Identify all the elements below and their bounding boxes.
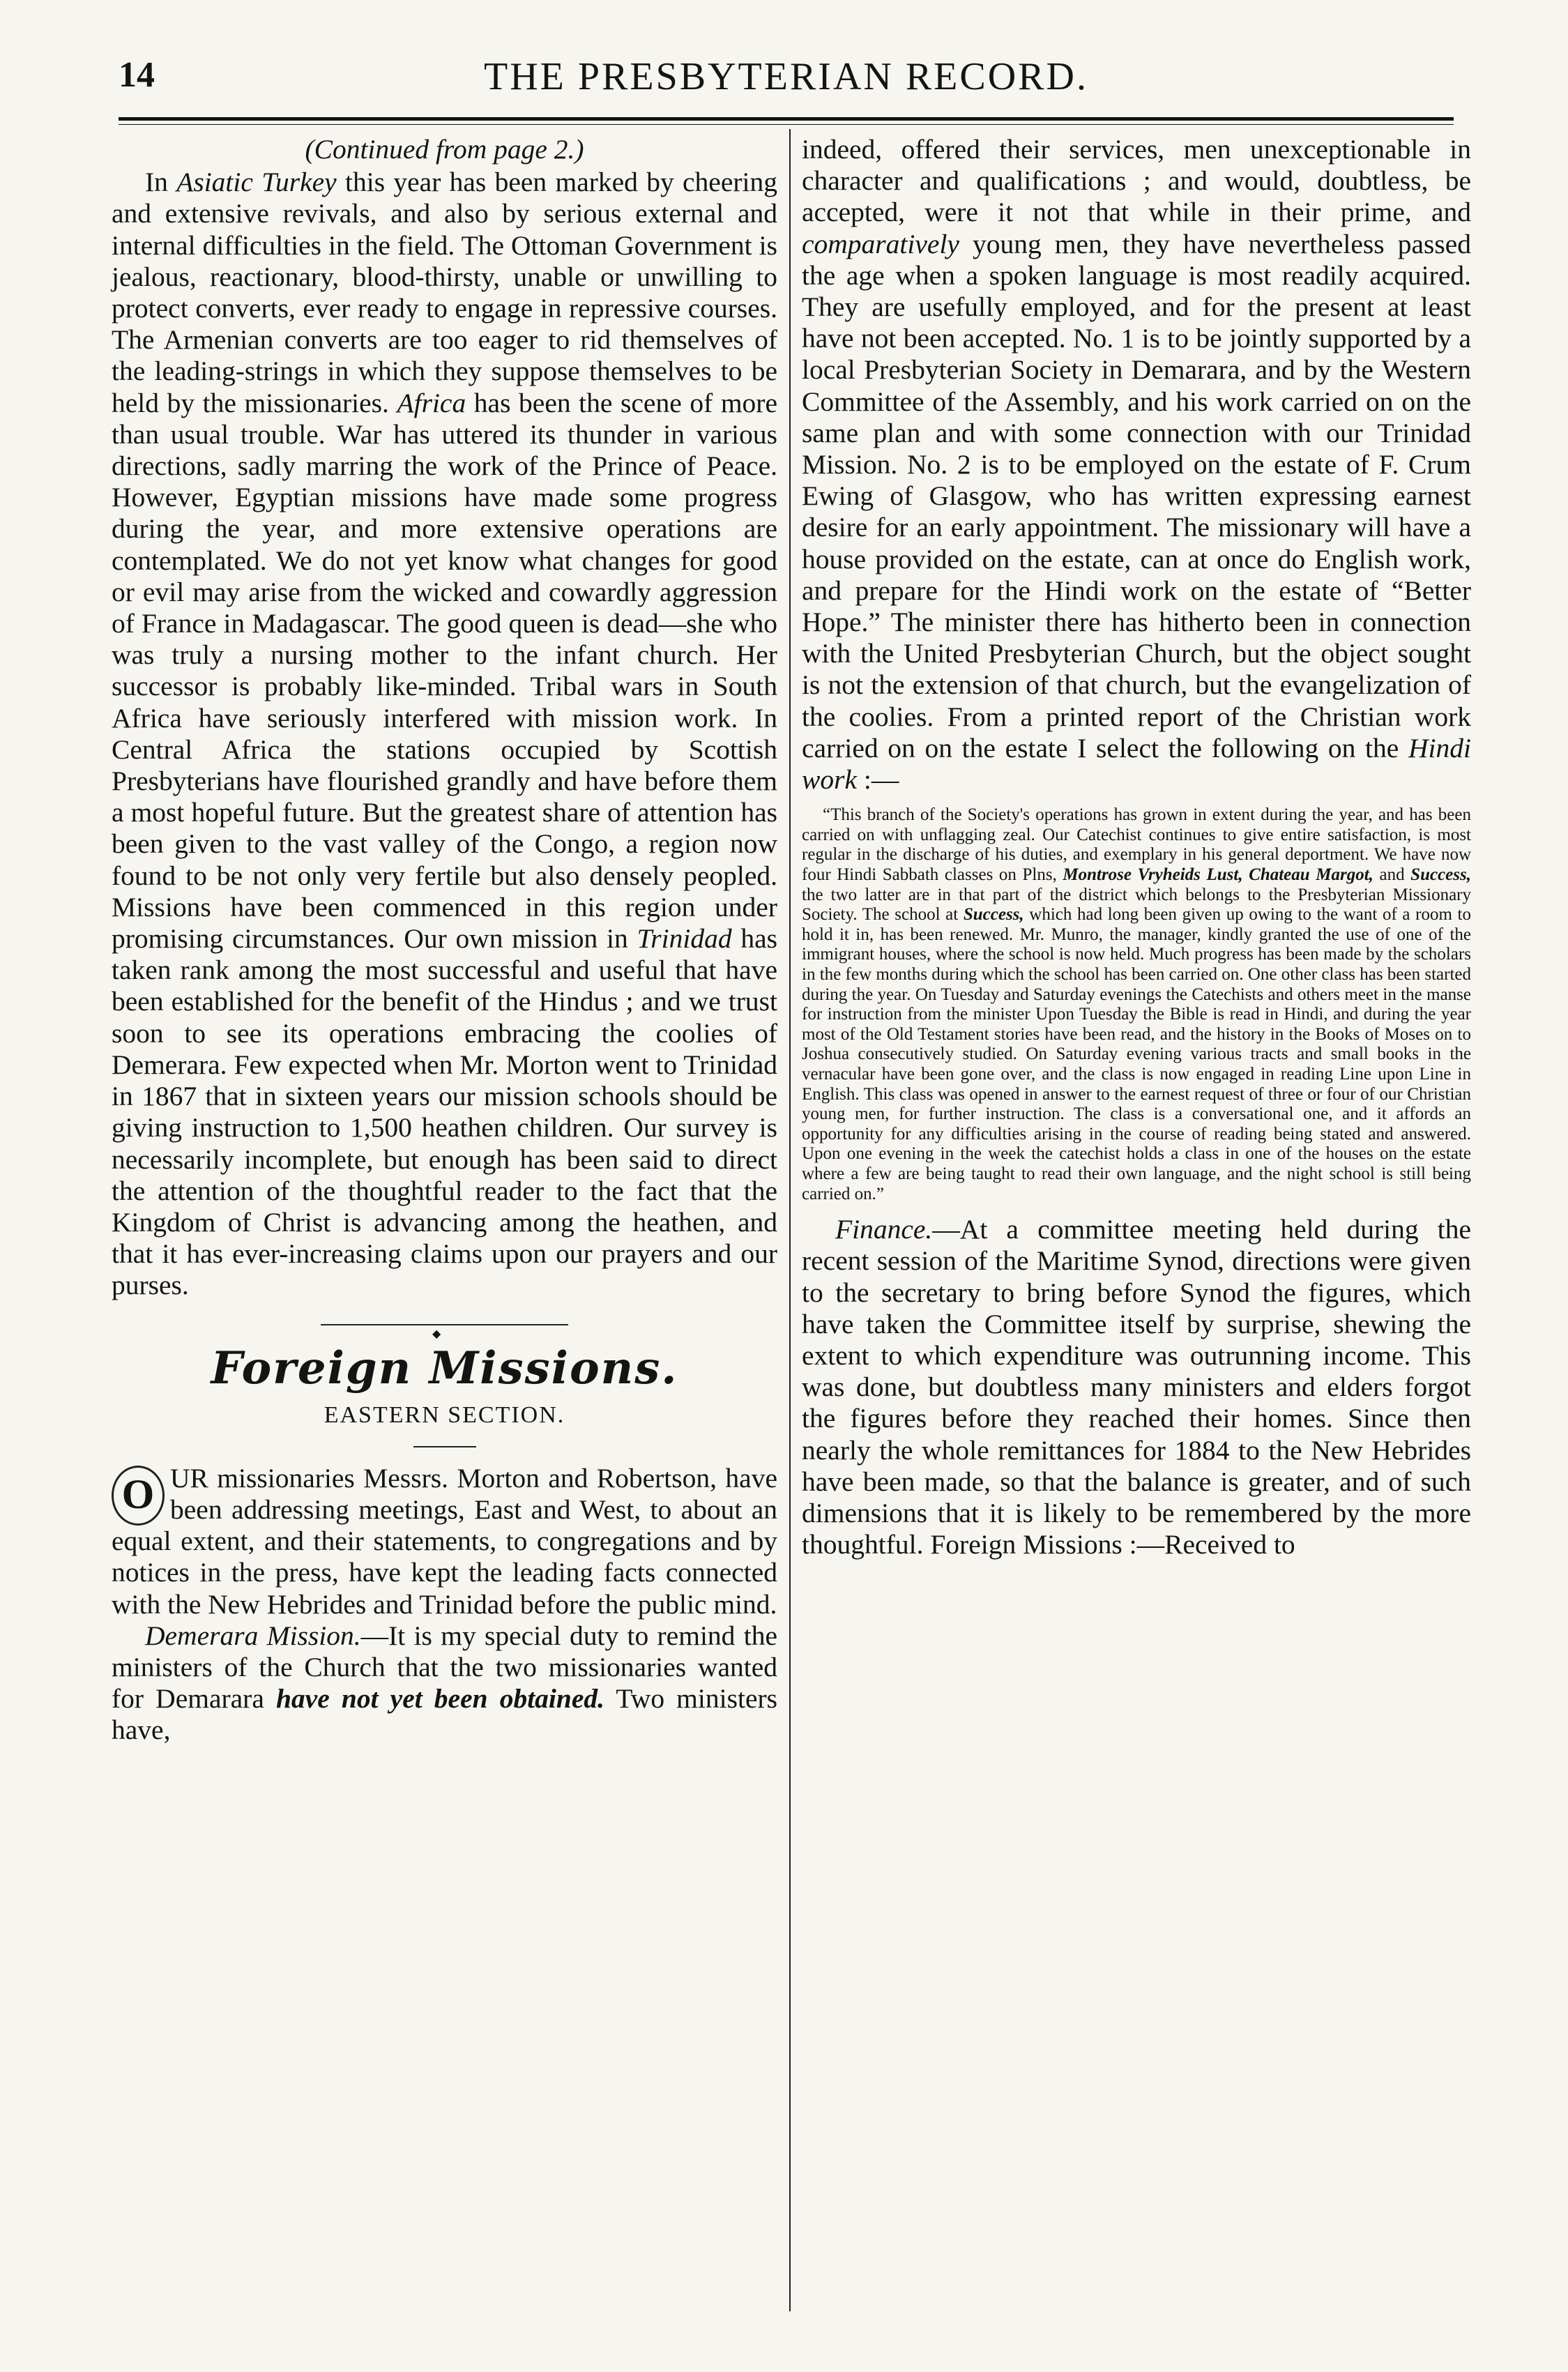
para-text: :— — [857, 764, 899, 796]
para-text: UR missionaries Messrs. Morton and Robertson, have been addressing meetings, East and West, to about an equal extent, and their statements, to congregations and by notices in the press, have kept the leading facts connected with the New Hebrides and Trinidad before the public mind. — [112, 1462, 777, 1620]
paragraph-label: Hindi work — [802, 732, 1471, 796]
place-name: Montrose Vryheids Lust, Chateau Margot, — [1063, 865, 1373, 885]
para-text: young men, they have nevertheless passed the age when a spoken language is most readily acquired. They are usefully employed, and for the present at least have not been accepted. No. 1 is to be jointly supported by a local Presbyterian Society in Demarara, and by the Western Committee of the Assembly, and his work carried on on the same plan and with some connection with our Trinidad Mission. No. 2 is to be employed on the estate of F. Crum Ewing of Glasgow, who has written expressing earnest desire for an early appointment. The missionary will have a house provided on the estate, can at once do English work, and prepare for the Hindi work on the estate of “Better Hope.” The minister there has hitherto been in connection with the United Presbyterian Church, but the object sought is not the extension of that church, but the evangelization of the coolies. From a printed report of the Christian work carried on on the estate I select the following on the — [802, 228, 1471, 763]
place-name: Success, — [1410, 865, 1471, 885]
right-column — [802, 134, 1471, 1560]
para-text: has taken rank among the most successful and useful that have been established for the benefit of the Hindus ; and we trust soon to see its operations embracing the coolies of Demerara. Few expected when Mr. Morton went to Trinidad in 1867 that in sixteen years our mission schools should be giving instruction to 1,500 heathen children. Our survey is necessarily incomplete, but enough has been said to direct the attention of the thoughtful reader to the fact that the Kingdom of Christ is advancing among the heathen, and that it has ever-increasing claims upon our prayers and our purses. — [112, 923, 777, 1301]
quote-text: the two latter are in that part of the district which belongs to the Presbyterian Missionary Society. The school at — [802, 885, 1471, 925]
para-text: —It is my special duty to remind the ministers of the Church that the two missionaries wanted for Demarara — [112, 1620, 777, 1715]
finance-paragraph — [802, 1214, 1471, 1560]
header-rule — [119, 117, 1454, 121]
quote-text: which had long been given up owing to the want of a room to hold it in, has been renewed. Mr. Munro, the manager, kindly granted the use of one of the immigrant houses, where the school is now held. Much progress has been made by the scholars in the few months during which the school has been carried on. One other class has been started during the year. On Tuesday and Saturday evenings the Catechists and others meet in the manse for instruction from the minister Upon Tuesday the Bible is read in Hindi, and during the year most of the Old Testament stories have been read, and the history in the Books of Moses on to Joshua consecutively studied. On Saturday evening various tracts and small books in the vernacular have been gone over, and the class is now engaged in reading Line upon Line in English. This class was opened in answer to the earnest request of three or four of our Christian young men, for further instruction. The class is a conversational one, and it affords an opportunity for any difficulties arising in the course of reading being stated and answered. Upon one evening in the week the catechist holds a class in one of the houses on the estate where a few are being taught to read their own language, and the night school is still being carried on.” — [802, 905, 1471, 1203]
ornament-divider — [112, 1317, 777, 1340]
asiatic-turkey-paragraph — [112, 167, 777, 1301]
header-rule-thin — [119, 124, 1454, 125]
para-text: In — [145, 167, 177, 198]
ornament-dot: ◆ — [432, 1328, 441, 1340]
missionaries-paragraph — [112, 1463, 777, 1620]
running-head: THE PRESBYTERIAN RECORD. — [484, 55, 1088, 98]
emphasis-text: have not yet been obtained. — [275, 1683, 605, 1715]
short-rule — [413, 1446, 476, 1447]
para-text: indeed, offered their services, men unexceptionable in character and qualifications ; and would, doubtless, be accepted, were it not that while in their prime, and — [802, 134, 1471, 228]
para-text: this year has been marked by cheering and extensive revivals, and also by serious external and internal difficulties in the field. The Ottoman Government is jealous, reactionary, blood-thirsty, unable or unwilling to protect converts, ever ready to engage in repressive courses. The Armenian converts are too eager to rid themselves of the leading-strings in which they suppose themselves to be held by the missionaries. — [112, 167, 777, 418]
left-column — [112, 134, 777, 1747]
candidates-paragraph — [802, 134, 1471, 796]
section-heading: Foreign Missions. — [211, 1341, 678, 1394]
para-text: Two ministers have, — [112, 1683, 778, 1746]
section-subheading: EASTERN SECTION. — [324, 1401, 565, 1428]
hindi-work-quote — [802, 805, 1471, 1204]
drop-cap: O — [112, 1466, 165, 1526]
page-header — [119, 54, 1454, 110]
place-name: Asiatic Turkey — [176, 167, 337, 198]
ornament-line — [321, 1324, 568, 1325]
paragraph-label: Demerara Mission. — [145, 1620, 361, 1651]
emphasis-text: comparatively — [802, 228, 959, 259]
quote-text: and — [1373, 865, 1411, 885]
place-name: Africa — [397, 387, 466, 418]
demerara-paragraph — [112, 1620, 777, 1747]
paragraph-label: Finance. — [835, 1214, 933, 1245]
continued-note: (Continued from page 2.) — [305, 134, 584, 165]
place-name: Trinidad — [637, 923, 732, 955]
para-text: —At a committee meeting held during the recent session of the Maritime Synod, directions were given to the secretary to bring before Synod the figures, which have taken the Committee itself by surprise, shewing the extent to which expenditure was outrunning income. This was done, but doubtless many ministers and elders forgot the figures before they reached their homes. Since then nearly the whole remittances for 1884 to the New Hebrides have been made, so that the balance is greater, and of such dimensions that it is likely to be remembered by the more thoughtful. Foreign Missions :—Received to — [802, 1214, 1471, 1560]
para-text: has been the scene of more than usual trouble. War has uttered its thunder in various directions, sadly marring the work of the Prince of Peace. However, Egyptian missions have made some progress during the year, and more extensive operations are contemplated. We do not yet know what changes for good or evil may arise from the wicked and cowardly aggression of France in Madagascar. The good queen is dead—she who was truly a nursing mother to the infant church. Her successor is probably like-minded. Tribal wars in South Africa have seriously interfered with mission work. In Central Africa the stations occupied by Scottish Presbyterians have flourished grandly and have before them a most hopeful future. But the greatest share of attention has been given to the vast valley of the Congo, a region now found to be not only very fertile but also densely peopled. Missions have been commenced in this region under promising circumstances. Our own mission in — [112, 387, 777, 955]
column-divider — [789, 129, 791, 2311]
quote-text: “This branch of the Society's operations has grown in extent during the year, and has been carried on with unflagging zeal. Our Catechist continues to give entire satisfaction, is most regular in the discharge of his duties, and exemplary in his general deportment. We have now four Hindi Sabbath classes on Plns, — [802, 805, 1471, 885]
place-name: Success, — [963, 905, 1024, 925]
page-number: 14 — [119, 55, 155, 95]
